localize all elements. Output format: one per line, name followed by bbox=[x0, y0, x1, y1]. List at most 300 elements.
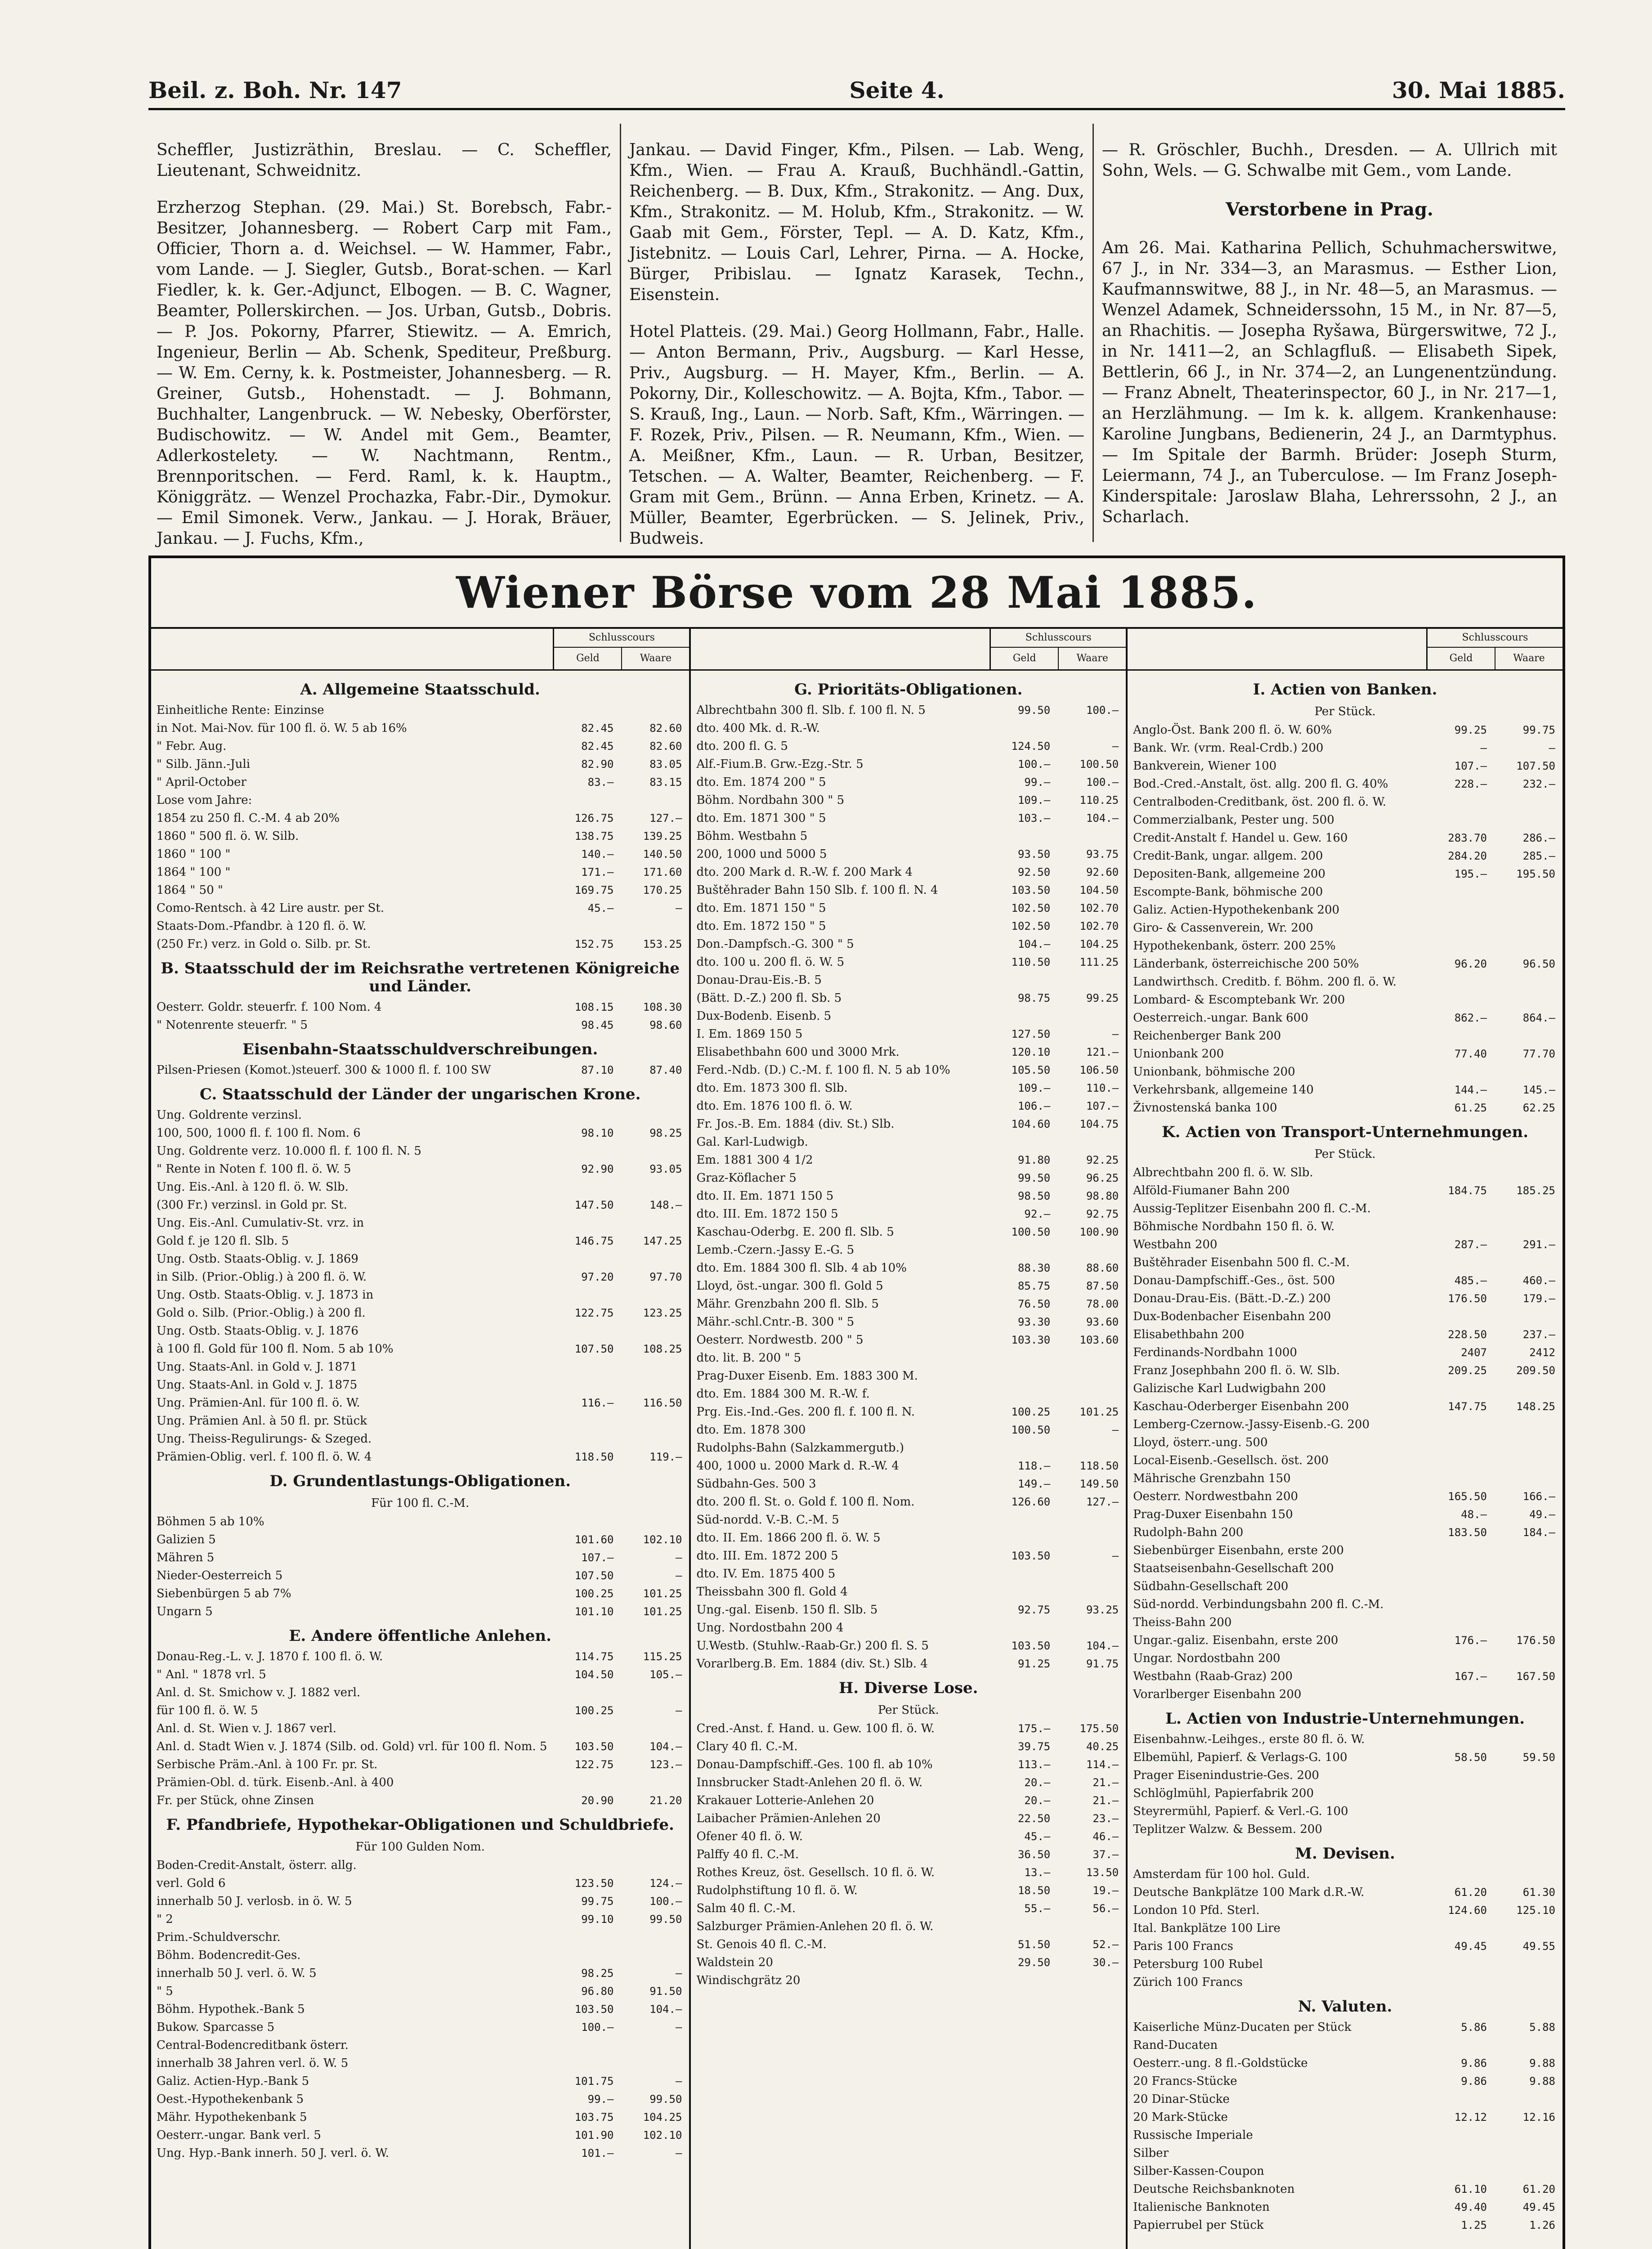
waare-value: 5.88 bbox=[1529, 2021, 1555, 2034]
waare-value bbox=[615, 1250, 684, 1268]
waare-value bbox=[615, 791, 684, 809]
waare-value bbox=[1489, 1955, 1557, 1973]
waare-value bbox=[615, 1178, 684, 1196]
geld-value bbox=[984, 1241, 1052, 1259]
row-label: Elisabethbahn 600 und 3000 Mrk. bbox=[696, 1045, 900, 1059]
row-label: Alf.-Fium.B. Grw.-Ezg.-Str. 5 bbox=[696, 757, 864, 771]
geld-value: 98.50 bbox=[1017, 1190, 1051, 1202]
row-label: Amsterdam für 100 hol. Guld. bbox=[1133, 1868, 1310, 1881]
table-row bbox=[696, 1529, 1120, 1547]
table-row bbox=[696, 917, 1120, 935]
table-row bbox=[1133, 1362, 1557, 1380]
table-row bbox=[157, 1394, 684, 1412]
table-row bbox=[157, 1928, 684, 1946]
geld-value: 55.— bbox=[1024, 1902, 1051, 1915]
row-label: dto. 200 fl. G. 5 bbox=[696, 739, 788, 753]
row-label: Ung. Prämien Anl. à 50 fl. pr. Stück bbox=[157, 1414, 367, 1428]
table-row bbox=[1133, 829, 1557, 847]
waare-value: 92.25 bbox=[1086, 1154, 1119, 1166]
row-label: Prag-Duxer Eisenbahn 150 bbox=[1133, 1508, 1293, 1521]
table-row bbox=[1133, 739, 1557, 757]
header-center: Seite 4. bbox=[849, 77, 945, 103]
waare-value: — bbox=[1112, 1550, 1119, 1562]
waare-value bbox=[1489, 1254, 1557, 1272]
waare-value bbox=[1052, 971, 1120, 989]
geld-value: 102.50 bbox=[1011, 920, 1051, 932]
table-row bbox=[1133, 2144, 1557, 2162]
row-label: Petersburg 100 Rubel bbox=[1133, 1958, 1263, 1971]
row-label: Donau-Dampfschiff.-Ges., öst. 500 bbox=[1133, 1274, 1335, 1287]
table-row bbox=[696, 971, 1120, 989]
row-label: Alföld-Fiumaner Bahn 200 bbox=[1133, 1184, 1290, 1197]
geld-value: 85.75 bbox=[1017, 1280, 1051, 1292]
row-label: Ungar.-galiz. Eisenbahn, erste 200 bbox=[1133, 1634, 1339, 1647]
section-subtitle: Für 100 fl. C.-M. bbox=[371, 1496, 470, 1510]
waare-value: 40.25 bbox=[1086, 1740, 1119, 1753]
geld-value: 87.10 bbox=[581, 1064, 614, 1076]
table-row bbox=[1133, 1272, 1557, 1290]
row-label: 1864 " 50 " bbox=[157, 883, 223, 897]
bourse-title: Wiener Börse vom 28 Mai 1885. bbox=[151, 558, 1562, 629]
row-label: Ital. Bankplätze 100 Lire bbox=[1133, 1922, 1280, 1935]
row-label: Anglo-Öst. Bank 200 fl. ö. W. 60% bbox=[1133, 723, 1332, 737]
table-row bbox=[696, 1583, 1120, 1601]
geld-value bbox=[547, 1214, 615, 1232]
geld-value: 147.50 bbox=[574, 1199, 614, 1211]
table-row bbox=[157, 1774, 684, 1792]
row-label: dto. Em. 1884 300 M. R.-W. f. bbox=[696, 1387, 870, 1401]
waare-value bbox=[1489, 1820, 1557, 1838]
table-row bbox=[696, 1917, 1120, 1935]
table-row bbox=[696, 863, 1120, 881]
row-label: Centralboden-Creditbank, öst. 200 fl. ö. W. bbox=[1133, 795, 1386, 809]
table-row bbox=[157, 899, 684, 917]
table-row bbox=[1133, 811, 1557, 829]
row-label: Ung. Staats-Anl. in Gold v. J. 1875 bbox=[157, 1378, 358, 1392]
row-label: Süd-nordd. V.-B. C.-M. 5 bbox=[696, 1513, 839, 1527]
table-row bbox=[157, 1756, 684, 1774]
geld-value: 113.— bbox=[1017, 1758, 1051, 1771]
row-label: Palffy 40 fl. C.-M. bbox=[696, 1848, 799, 1861]
waare-value: 166.— bbox=[1522, 1490, 1555, 1503]
table-row bbox=[1133, 1308, 1557, 1326]
table-row bbox=[696, 1079, 1120, 1097]
row-label: dto. III. Em. 1872 150 5 bbox=[696, 1207, 838, 1221]
section-title: A. Allgemeine Staatsschuld. bbox=[300, 681, 540, 699]
geld-value bbox=[1420, 1380, 1489, 1398]
row-label: Elisabethbahn 200 bbox=[1133, 1328, 1245, 1341]
row-label: Hypothekenbank, österr. 200 25% bbox=[1133, 939, 1336, 953]
table-row bbox=[157, 1061, 684, 1079]
row-label: Rudolph-Bahn 200 bbox=[1133, 1526, 1244, 1539]
table-row bbox=[1133, 1577, 1557, 1595]
table-row bbox=[1133, 1955, 1557, 1973]
waare-value bbox=[1489, 2090, 1557, 2108]
table-row bbox=[157, 1964, 684, 1982]
row-label: Theiss-Bahn 200 bbox=[1133, 1616, 1232, 1629]
table-row bbox=[1133, 1505, 1557, 1523]
schlusscours-label: Schlusscours bbox=[1428, 629, 1562, 648]
geld-value bbox=[1420, 973, 1489, 991]
table-row bbox=[157, 917, 684, 935]
table-row bbox=[696, 1439, 1120, 1457]
waare-value: 21.20 bbox=[649, 1794, 682, 1807]
geld-value: 99.50 bbox=[1017, 1172, 1051, 1184]
geld-value: 104.50 bbox=[574, 1668, 614, 1681]
waare-value: 102.10 bbox=[643, 2129, 682, 2141]
waare-value: 49.— bbox=[1529, 1508, 1555, 1521]
waare-value bbox=[615, 1142, 684, 1160]
table-row bbox=[157, 1603, 684, 1621]
table-row bbox=[696, 935, 1120, 953]
row-label: Ungarn 5 bbox=[157, 1605, 213, 1618]
row-label: " Anl. " 1878 vrl. 5 bbox=[157, 1668, 266, 1681]
geld-value bbox=[1420, 883, 1489, 901]
table-row bbox=[157, 719, 684, 737]
row-label: (300 Fr.) verzinsl. in Gold pr. St. bbox=[157, 1198, 348, 1212]
table-row bbox=[696, 1619, 1120, 1637]
geld-value: 12.12 bbox=[1454, 2111, 1487, 2124]
text-column-2 bbox=[621, 124, 1094, 548]
geld-value: 98.25 bbox=[581, 1967, 614, 1980]
geld-value bbox=[1420, 2036, 1489, 2054]
geld-value bbox=[547, 917, 615, 935]
row-label: " Silb. Jänn.-Juli bbox=[157, 757, 251, 771]
row-label: Mähren 5 bbox=[157, 1551, 215, 1564]
waare-value: 104.— bbox=[649, 1740, 682, 1753]
table-row bbox=[157, 1106, 684, 1124]
geld-value bbox=[984, 1439, 1052, 1457]
row-label: Süd-nordd. Verbindungsbahn 200 fl. C.-M. bbox=[1133, 1598, 1384, 1611]
row-label: Lloyd, österr.-ung. 500 bbox=[1133, 1436, 1268, 1449]
geld-value bbox=[1420, 2144, 1489, 2162]
row-label: Donau-Reg.-L. v. J. 1870 f. 100 fl. ö. W. bbox=[157, 1650, 383, 1663]
geld-value bbox=[1420, 1218, 1489, 1236]
row-label: dto. Em. 1873 300 fl. Slb. bbox=[696, 1081, 848, 1095]
waare-value: 61.30 bbox=[1522, 1886, 1555, 1899]
row-label: Südbahn-Ges. 500 3 bbox=[696, 1477, 816, 1491]
row-label: Zürich 100 Francs bbox=[1133, 1976, 1243, 1989]
waare-value bbox=[1489, 1649, 1557, 1667]
table-row bbox=[157, 845, 684, 863]
table-row bbox=[1133, 793, 1557, 811]
row-label: Ferdinands-Nordbahn 1000 bbox=[1133, 1346, 1297, 1359]
row-label: Mähr. Hypothekenbank 5 bbox=[157, 2110, 307, 2124]
geld-value bbox=[1420, 1955, 1489, 1973]
row-label: Credit-Bank, ungar. allgem. 200 bbox=[1133, 849, 1323, 863]
geld-value: 61.20 bbox=[1454, 1886, 1487, 1899]
geld-value: 287.— bbox=[1454, 1238, 1487, 1251]
bourse-column-1 bbox=[151, 629, 691, 2249]
waare-value: 147.25 bbox=[643, 1235, 682, 1247]
text-column-1 bbox=[148, 124, 621, 548]
waare-value bbox=[1489, 1063, 1557, 1081]
geld-value: 107.— bbox=[1454, 760, 1487, 772]
table-row bbox=[1133, 2036, 1557, 2054]
waare-value: — bbox=[675, 1967, 682, 1980]
row-label: innerhalb 50 J. verl. ö. W. 5 bbox=[157, 1967, 317, 1980]
waare-value bbox=[1052, 1583, 1120, 1601]
geld-value bbox=[547, 1142, 615, 1160]
geld-value: 144.— bbox=[1454, 1084, 1487, 1096]
row-label: Ung. Eis.-Anl. Cumulativ-St. vrz. in bbox=[157, 1216, 364, 1230]
geld-value bbox=[1420, 1730, 1489, 1748]
waare-value: 104.75 bbox=[1079, 1118, 1119, 1130]
waare-value bbox=[615, 2054, 684, 2072]
row-label: Ofener 40 fl. ö. W. bbox=[696, 1830, 803, 1843]
row-label: Franz Josephbahn 200 fl. ö. W. Slb. bbox=[1133, 1364, 1340, 1377]
row-label: Anl. d. St. Smichow v. J. 1882 verl. bbox=[157, 1686, 361, 1699]
row-label: Mähr.-schl.Cntr.-B. 300 " 5 bbox=[696, 1315, 855, 1329]
waare-value: 106.50 bbox=[1079, 1064, 1119, 1076]
waare-value bbox=[1489, 1380, 1557, 1398]
waare-value: 93.75 bbox=[1086, 848, 1119, 860]
table-row bbox=[1133, 919, 1557, 937]
waare-value: 108.30 bbox=[643, 1001, 682, 1013]
waare-value bbox=[1052, 1529, 1120, 1547]
geld-value: 20.— bbox=[1024, 1794, 1051, 1807]
table-row bbox=[696, 1720, 1120, 1738]
geld-value bbox=[547, 1946, 615, 1964]
table-row bbox=[157, 1792, 684, 1810]
table-row bbox=[696, 1331, 1120, 1349]
waare-value bbox=[1489, 937, 1557, 955]
waare-value: 125.10 bbox=[1516, 1904, 1555, 1917]
section-title: Eisenbahn-Staatsschuldverschreibungen. bbox=[242, 1040, 598, 1058]
table-row bbox=[1133, 2216, 1557, 2234]
geld-value bbox=[1420, 811, 1489, 829]
table-row bbox=[157, 1340, 684, 1358]
waare-label: Waare bbox=[1076, 653, 1108, 664]
row-label: Ung. Goldrente verzinsl. bbox=[157, 1108, 302, 1122]
table-row bbox=[696, 773, 1120, 791]
geld-value: 1.25 bbox=[1461, 2219, 1487, 2231]
schlusscours-header bbox=[553, 629, 689, 669]
row-label: Theissbahn 300 fl. Gold 4 bbox=[696, 1585, 848, 1599]
table-row bbox=[696, 1205, 1120, 1223]
table-row bbox=[1133, 2180, 1557, 2198]
geld-value: 99.75 bbox=[581, 1895, 614, 1908]
table-row bbox=[696, 1900, 1120, 1917]
table-row bbox=[1133, 2018, 1557, 2036]
waare-value bbox=[1489, 1919, 1557, 1937]
geld-value: 82.45 bbox=[581, 740, 614, 753]
geld-value: 124.50 bbox=[1011, 740, 1051, 753]
geld-value bbox=[1420, 1200, 1489, 1218]
waare-value: 93.25 bbox=[1086, 1604, 1119, 1616]
row-label: Prager Eisenindustrie-Ges. 200 bbox=[1133, 1769, 1319, 1782]
waare-value: 102.70 bbox=[1079, 920, 1119, 932]
waare-value: 100.90 bbox=[1079, 1226, 1119, 1238]
table-row bbox=[1133, 1200, 1557, 1218]
table-row bbox=[1133, 1919, 1557, 1937]
geld-value: 22.50 bbox=[1017, 1812, 1051, 1825]
table-row bbox=[157, 701, 684, 719]
row-label: 1860 " 500 fl. ö. W. Silb. bbox=[157, 829, 299, 843]
row-label: dto. 100 u. 200 fl. ö. W. 5 bbox=[696, 955, 845, 969]
table-row bbox=[696, 1864, 1120, 1882]
row-label: Windischgrätz 20 bbox=[696, 1974, 801, 1987]
table-row bbox=[1133, 1063, 1557, 1081]
geld-value: 99.50 bbox=[1017, 704, 1051, 717]
waare-value bbox=[1489, 2036, 1557, 2054]
table-row bbox=[696, 989, 1120, 1007]
table-row bbox=[157, 1358, 684, 1376]
row-label: Siebenbürger Eisenbahn, erste 200 bbox=[1133, 1544, 1344, 1557]
waare-value: 149.50 bbox=[1079, 1478, 1119, 1490]
geld-value: 107.— bbox=[581, 1551, 614, 1564]
row-label: Verkehrsbank, allgemeine 140 bbox=[1133, 1083, 1314, 1097]
table-row bbox=[1133, 1236, 1557, 1254]
waare-value bbox=[1489, 1784, 1557, 1802]
waare-value bbox=[615, 1720, 684, 1738]
row-label: London 10 Pfd. Sterl. bbox=[1133, 1904, 1260, 1917]
geld-value: 103.50 bbox=[1011, 884, 1051, 896]
table-row bbox=[696, 1133, 1120, 1151]
geld-value: 103.— bbox=[1017, 812, 1051, 824]
section-subtitle: Per Stück. bbox=[877, 1703, 939, 1717]
geld-value: 127.50 bbox=[1011, 1028, 1051, 1040]
geld-value: 103.50 bbox=[574, 1740, 614, 1753]
table-row bbox=[157, 1214, 684, 1232]
geld-value bbox=[1420, 1919, 1489, 1937]
row-label: Böhmische Nordbahn 150 fl. ö. W. bbox=[1133, 1220, 1335, 1233]
geld-value: 92.90 bbox=[581, 1163, 614, 1175]
table-row bbox=[1133, 2198, 1557, 2216]
geld-value bbox=[547, 1430, 615, 1448]
row-label: Donau-Dampfschiff.-Ges. 100 fl. ab 10% bbox=[696, 1758, 933, 1771]
table-row bbox=[696, 1637, 1120, 1655]
geld-value bbox=[1420, 1164, 1489, 1182]
row-label: " Rente in Noten f. 100 fl. ö. W. 5 bbox=[157, 1162, 351, 1176]
waare-value bbox=[1489, 1766, 1557, 1784]
row-label: Anl. d. St. Wien v. J. 1867 verl. bbox=[157, 1722, 336, 1735]
geld-value: 195.— bbox=[1454, 868, 1487, 880]
row-label: Kaschau-Oderbg. E. 200 fl. Slb. 5 bbox=[696, 1225, 894, 1239]
waare-value bbox=[1052, 1385, 1120, 1403]
row-label: Böhm. Bodencredit-Ges. bbox=[157, 1949, 301, 1962]
waare-value: 145.— bbox=[1522, 1084, 1555, 1096]
table-row bbox=[157, 1946, 684, 1964]
table-row bbox=[696, 1971, 1120, 1989]
waare-value: 864.— bbox=[1522, 1012, 1555, 1024]
waare-value bbox=[615, 1214, 684, 1232]
waare-value: 56.— bbox=[1092, 1902, 1119, 1915]
table-row bbox=[157, 1684, 684, 1702]
waare-value: 2412 bbox=[1529, 1346, 1555, 1359]
geld-value: 58.50 bbox=[1454, 1751, 1487, 1764]
geld-value: 103.50 bbox=[574, 2003, 614, 2016]
row-label: Rand-Ducaten bbox=[1133, 2038, 1218, 2052]
waare-value: 103.60 bbox=[1079, 1334, 1119, 1346]
row-label: Landwirthsch. Creditb. f. Böhm. 200 fl. ö. W. bbox=[1133, 975, 1397, 989]
row-label: Bank. Wr. (vrm. Real-Crdb.) 200 bbox=[1133, 741, 1324, 755]
row-label: Donau-Drau-Eis. (Bätt.-D.-Z.) 200 bbox=[1133, 1292, 1331, 1305]
row-label: 400, 1000 u. 2000 Mark d. R.-W. 4 bbox=[696, 1459, 899, 1473]
geld-value: 13.— bbox=[1024, 1866, 1051, 1879]
row-label: Buštěhrader Bahn 150 Slb. f. 100 fl. N. 4 bbox=[696, 883, 938, 897]
waare-value bbox=[1489, 2126, 1557, 2144]
waare-value: 62.25 bbox=[1522, 1102, 1555, 1114]
table-row bbox=[1133, 1326, 1557, 1344]
waare-value: 105.— bbox=[649, 1668, 682, 1681]
waare-value: 110.— bbox=[1086, 1082, 1119, 1094]
row-label: Em. 1881 300 4 1/2 bbox=[696, 1153, 813, 1167]
paragraph: Erzherzog Stephan. (29. Mai.) St. Borebsch, Fabr.-Besitzer, Johannesberg. — Robert Carp mit Fam., Officier, Thorn a. d. Weichsel. — W. Hammer, Fabr., vom Lande. — J. Siegler, Gutsb., Borat-schen. — Karl Fiedler, k. k. Ger.-Adjunct, Elbogen. — B. C. Wagner, Beamter, Pollerskirchen. — Jos. Urban, Gutsb., Dobris. — P. Jos. Pokorny, Pfarrer, Stiewitz. — A. Emrich, Ingenieur, Berlin — Ab. Schenk, Spediteur, Preßburg. — W. Em. Cerny, k. k. Postmeister, Johannesberg. — R. Greiner, Gutsb., Hohenstadt. — J. Bohmann, Buchhalter, Langenbruck. — W. Nebesky, Oberförster, Budischowitz. — W. Andel mit Gem., Beamter, Adlerkostelety. — W. Nachtmann, Rentm., Brennporitschen. — Ferd. Raml, k. k. Hauptm., Königgrätz. — Wenzel Prochazka, Fabr.-Dir., Dymokur. — Emil Simonek. Verw., Jankau. — J. Horak, Bräuer, Jankau. — J. Fuchs, Kfm., bbox=[157, 198, 612, 548]
waare-value bbox=[1489, 1200, 1557, 1218]
row-label: 100, 500, 1000 fl. f. 100 fl. Nom. 6 bbox=[157, 1126, 361, 1140]
waare-value: 460.— bbox=[1522, 1274, 1555, 1287]
waare-value bbox=[1489, 2162, 1557, 2180]
waare-value bbox=[615, 1286, 684, 1304]
row-label: Unionbank 200 bbox=[1133, 1047, 1224, 1061]
row-label: Elbemühl, Papierf. & Verlags-G. 100 bbox=[1133, 1751, 1348, 1764]
geld-value bbox=[1420, 1577, 1489, 1595]
geld-value bbox=[1420, 1820, 1489, 1838]
waare-value bbox=[1489, 2144, 1557, 2162]
section-title: K. Actien von Transport-Unternehmungen. bbox=[1162, 1123, 1529, 1141]
row-label: Galiz. Actien-Hypothekenbank 200 bbox=[1133, 903, 1340, 917]
waare-value bbox=[1489, 793, 1557, 811]
waare-value bbox=[1489, 1218, 1557, 1236]
waare-value: 185.25 bbox=[1516, 1184, 1555, 1197]
row-label: 1864 " 100 " bbox=[157, 865, 231, 879]
waare-value bbox=[615, 1684, 684, 1702]
row-label: Oesterr. Goldr. steuerfr. f. 100 Nom. 4 bbox=[157, 1000, 382, 1014]
newspaper-page bbox=[148, 67, 1565, 2249]
geld-value: 88.30 bbox=[1017, 1262, 1051, 1274]
waare-value bbox=[1052, 1917, 1120, 1935]
waare-value: 124.— bbox=[649, 1877, 682, 1890]
geld-value bbox=[1420, 1559, 1489, 1577]
table-row bbox=[157, 1738, 684, 1756]
waare-value: 93.05 bbox=[649, 1163, 682, 1175]
row-label: Prg. Eis.-Ind.-Ges. 200 fl. f. 100 fl. N. bbox=[696, 1405, 915, 1419]
geld-value bbox=[984, 1583, 1052, 1601]
geld-value: 101.— bbox=[581, 2147, 614, 2159]
table-row bbox=[696, 1241, 1120, 1259]
row-label: Deutsche Bankplätze 100 Mark d.R.-W. bbox=[1133, 1886, 1365, 1899]
geld-value: 101.60 bbox=[574, 1533, 614, 1546]
row-label: Lombard- & Escomptebank Wr. 200 bbox=[1133, 993, 1345, 1007]
table-row bbox=[157, 1142, 684, 1160]
waare-value: 104.25 bbox=[1079, 938, 1119, 950]
waare-value: 91.50 bbox=[649, 1985, 682, 1998]
row-label: Bankverein, Wiener 100 bbox=[1133, 759, 1277, 773]
geld-value bbox=[1420, 1613, 1489, 1631]
geld-value: 122.75 bbox=[574, 1307, 614, 1319]
geld-value: 171.— bbox=[581, 866, 614, 878]
geld-value bbox=[1420, 991, 1489, 1009]
table-row bbox=[1133, 1667, 1557, 1685]
geld-value: 116.— bbox=[581, 1397, 614, 1409]
geld-value: 36.50 bbox=[1017, 1848, 1051, 1861]
section-title: H. Diverse Lose. bbox=[839, 1679, 978, 1697]
table-row bbox=[696, 845, 1120, 863]
geld-value: 98.75 bbox=[1017, 992, 1051, 1004]
row-label: Staatseisenbahn-Gesellschaft 200 bbox=[1133, 1562, 1334, 1575]
row-label: Kaiserliche Münz-Ducaten per Stück bbox=[1133, 2021, 1352, 2034]
table-row bbox=[157, 1304, 684, 1322]
table-row bbox=[157, 1160, 684, 1178]
row-label: innerhalb 38 Jahren verl. ö. W. 5 bbox=[157, 2056, 349, 2070]
row-label: Siebenbürgen 5 ab 7% bbox=[157, 1587, 291, 1600]
table-row bbox=[157, 1856, 684, 1874]
row-label: Anl. d. Stadt Wien v. J. 1874 (Silb. od. Gold) vrl. für 100 fl. Nom. 5 bbox=[157, 1740, 547, 1753]
geld-value bbox=[984, 971, 1052, 989]
row-label: Waldstein 20 bbox=[696, 1956, 773, 1969]
waare-label: Waare bbox=[640, 653, 672, 664]
